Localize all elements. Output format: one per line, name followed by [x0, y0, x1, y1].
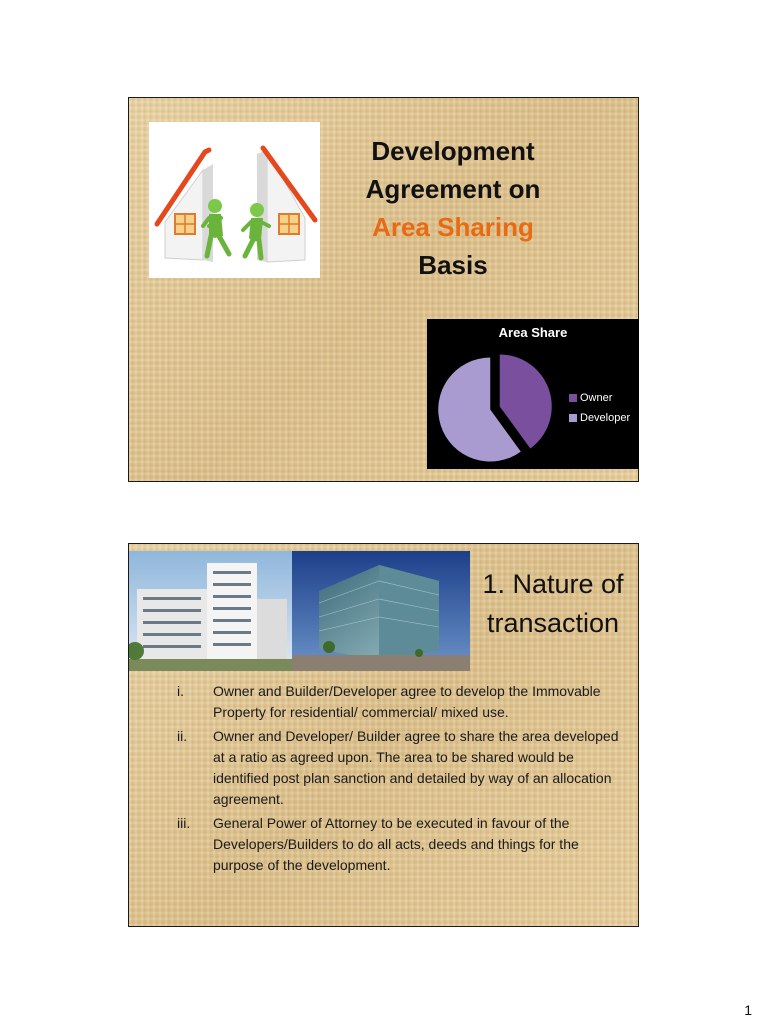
- list-numeral: i.: [177, 683, 184, 699]
- legend-swatch-developer: [569, 414, 577, 422]
- title-line-4: Basis: [418, 250, 488, 280]
- legend-item-owner: [569, 388, 630, 408]
- buildings-photo: [129, 551, 470, 671]
- transaction-points-list: [177, 681, 627, 879]
- chart-legend: [569, 388, 630, 428]
- legend-item-developer: [569, 408, 630, 428]
- list-item: [177, 681, 627, 723]
- house-sharing-illustration: [149, 122, 320, 278]
- list-numeral: iii.: [177, 815, 191, 831]
- slide-1: [128, 97, 639, 482]
- legend-label-developer: Developer: [580, 412, 631, 424]
- title-accent: Area Sharing: [372, 212, 534, 242]
- slide-2-title: [469, 565, 637, 643]
- area-share-chart: [427, 319, 639, 469]
- legend-swatch-owner: [569, 394, 577, 402]
- pie-chart: [427, 319, 567, 469]
- list-text: General Power of Attorney to be executed in favour of the Developers/Builders to do all acts, deeds and things for the purpose of the development.: [213, 815, 579, 873]
- chart-title: Area Share: [498, 325, 568, 340]
- title-line-2: Agreement on: [365, 174, 541, 204]
- list-item: [177, 813, 627, 876]
- page-number: 1: [744, 1002, 752, 1018]
- list-item: [177, 726, 627, 810]
- list-text: Owner and Developer/ Builder agree to share the area developed at a ratio as agreed upon. The area to be shared would be identified post plan sanction and detailed by way of an allocation agreement.: [213, 728, 619, 807]
- title-line-1: Development: [371, 136, 535, 166]
- legend-label-owner: Owner: [580, 392, 613, 404]
- title-line-1: 1. Nature of: [482, 569, 624, 599]
- list-text: Owner and Builder/Developer agree to develop the Immovable Property for residential/ commercial/ mixed use.: [213, 683, 601, 720]
- list-numeral: ii.: [177, 728, 188, 744]
- slide-1-title: [347, 132, 559, 284]
- title-line-2: transaction: [486, 608, 620, 638]
- slide-2: [128, 543, 639, 927]
